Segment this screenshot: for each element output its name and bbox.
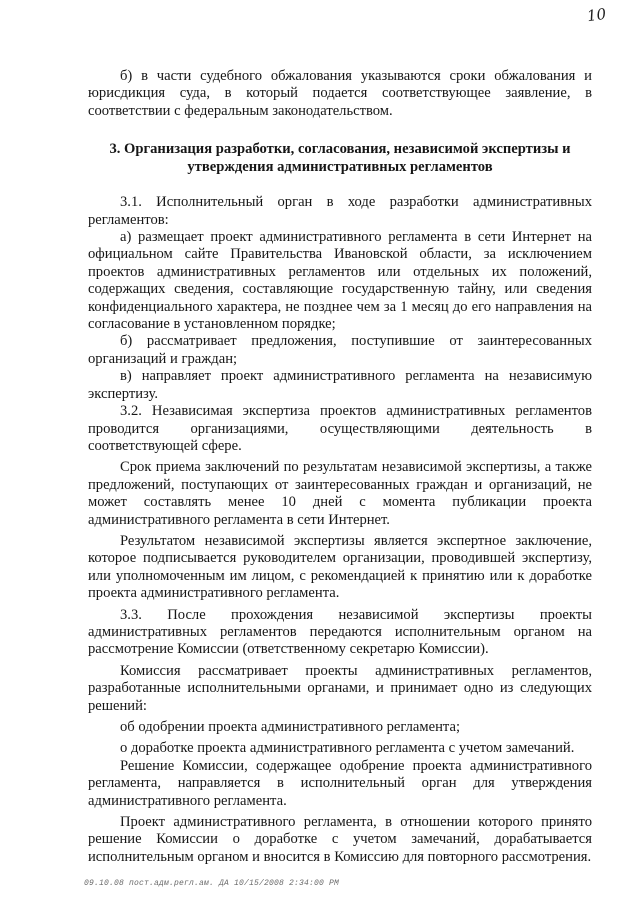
page-number: 10 [585,4,608,26]
paragraph-review-period: Срок приема заключений по результатам независимой экспертизы, а также предложений, поступающих от заинтересованных граждан и организаций, не может составлять менее 10 дней с момента публикации проекта административного регламента в сети Интернет. [88,459,592,528]
paragraph-approval-decision: Решение Комиссии, содержащее одобрение проекта административного регламента, направляется в исполнительный орган для утверждения административного регламента. [88,757,592,809]
paragraph-3-1-b: б) рассматривает предложения, поступившие от заинтересованных организаций и граждан; [88,333,592,367]
decision-option-approve: об одобрении проекта административного регламента; [120,719,461,735]
paragraph-commission-review: Комиссия рассматривает проекты административных регламентов, разработанные исполнительными органами, и принимает одно из следующих решений: [88,662,592,714]
paragraph-3-1-v: в) направляет проект административного регламента на независимую экспертизу. [88,368,592,402]
document-body [88,68,592,866]
decision-option-rework: о доработке проекта административного регламента с учетом замечаний. [120,740,575,757]
section-heading: 3. Организация разработки, согласования, независимой экспертизы и утверждения административных регламентов [109,141,571,176]
paragraph-expert-result: Результатом независимой экспертизы является экспертное заключение, которое подписывается руководителем организации, проводившей экспертизу, или уполномоченным им лицом, с рекомендацией к принятию или к доработке проекта административного регламента. [88,532,592,602]
paragraph-appeal-terms: б) в части судебного обжалования указываются сроки обжалования и юрисдикция суда, в который подается соответствующее заявление, в соответствии с федеральным законодательством. [88,68,592,119]
footer-file-stamp: 09.10.08 пост.адм.регл.ам. ДА 10/15/2008 2:34:00 PM [84,879,340,888]
paragraph-3-1-a: а) размещает проект административного регламента в сети Интернет на официальном сайте Правительства Ивановской области, за исключением проектов административных регламентов или отдельных их положений, содержащих сведения, составляющие государственную тайну, или сведения конфиденциального характера, не позднее чем за 1 месяц до его направления на согласование в установленном порядке; [88,229,592,333]
paragraph-rework-decision: Проект административного регламента, в отношении которого принято решение Комиссии о доработке с учетом замечаний, дорабатывается исполнительным органом и вносится в Комиссию для повторного рассмотрения. [88,814,592,865]
paragraph-3-2: 3.2. Независимая экспертиза проектов административных регламентов проводится организациями, осуществляющими деятельность в соответствующей сфере. [88,403,592,454]
paragraph-3-1: 3.1. Исполнительный орган в ходе разработки административных регламентов: [88,194,592,228]
paragraph-3-3: 3.3. После прохождения независимой экспертизы проекты административных регламентов передаются исполнительным органом на рассмотрение Комиссии (ответственному секретарю Комиссии). [88,606,592,658]
